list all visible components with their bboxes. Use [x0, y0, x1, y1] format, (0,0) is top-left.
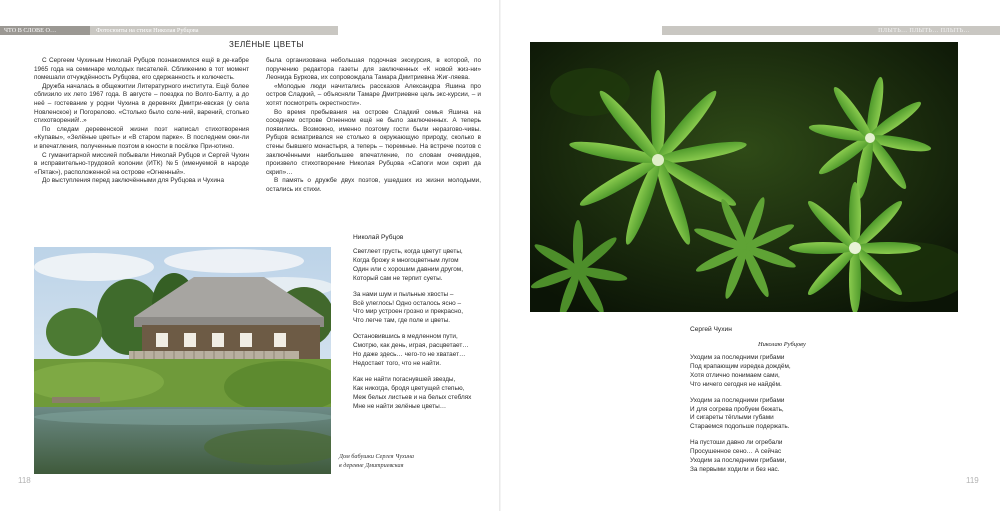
poem-line: Стараемся подольше подержать. — [690, 423, 790, 431]
poem-line: Уходим за последними грибами — [690, 354, 785, 361]
text-column-2 — [266, 57, 481, 195]
poem-line: Что мир устроен грозно и прекрасно, — [353, 308, 463, 316]
header-section-label: ЧТО В СЛОВЕ О… — [4, 27, 57, 34]
poem2-dedication: Николаю Рубцову — [758, 341, 806, 348]
poem-line: Который сам не терпит суеты. — [353, 274, 443, 282]
paragraph: По следам деревенской жизни поэт написал стихотворения «Купавы», «Зелёные цветы» и «В старом парке». В последнем ожи-ли и впечатления, полученные поэтом в юности в посёлке При-ютино. — [34, 125, 249, 150]
poem1-author: Николай Рубцов — [353, 234, 404, 241]
poem-line: Уходим за последними грибами, — [690, 457, 787, 465]
poem-line: Хотя отлично понимаем сами, — [690, 371, 780, 379]
poem-line: Просушенное сено… А сейчас — [690, 448, 782, 456]
paragraph: Во время пребывания на острове Сладкий семья Яшина на соседнем острове Огненном ещё не было заключенных. А теперь появились. Возможно, именно поэтому гости были неразгово-чивы. Рубцов всматривался не столько в окружающую природу, сколько в стены бывшего монастыря, а теперь – тюремные. На встрече поэтов с заключёнными наибольшее впечатление, по словам очевидцев, произвело стихотворение Николая Рубцова «Сапоги мои скрип да скрип»… — [266, 108, 481, 176]
header-subtitle: Фотосюиты на стихи Николая Рубцова — [96, 27, 199, 34]
poem1 — [353, 248, 493, 419]
poem-stanza — [353, 248, 493, 284]
header-right-label: ПЛЫТЬ… ПЛЫТЬ… ПЛЫТЬ… — [878, 27, 970, 34]
text-column-1 — [34, 57, 249, 186]
poem-line: Но даже здесь… чего-то не хватает… — [353, 351, 466, 359]
poem-line: Смотрю, как день, играя, расцветает… — [353, 342, 469, 350]
poem-stanza — [690, 439, 840, 475]
caption-line: в деревне Дмитриевская — [339, 461, 404, 469]
poem-stanza — [690, 354, 840, 390]
poem-line: Остановившись в медленном пути, — [353, 333, 458, 341]
poem-line: И сигареты тёплыми губами — [690, 414, 774, 422]
poem-line: Светлеет грусть, когда цветут цветы, — [353, 248, 463, 255]
poem-stanza — [690, 397, 840, 433]
poem2 — [690, 354, 840, 482]
photo-caption — [339, 453, 489, 470]
lupine-leaves-photo — [530, 42, 958, 312]
left-running-header — [0, 26, 338, 35]
poem-stanza — [353, 333, 493, 369]
poem-line: Что ничего сегодня не найдём. — [690, 380, 782, 388]
poem2-author: Сергей Чухин — [690, 326, 732, 333]
poem-line: За первыми ходили и без нас. — [690, 465, 780, 473]
page-number-right: 119 — [966, 476, 979, 485]
header-section-tab — [0, 26, 90, 35]
paragraph: Дружба началась в общежитии Литературного института. Ещё более сблизило их лето 1967 года. В августе – поездка по Волго-Балту, а до неё – гостевание у родни Чухина в деревнях Дмитри-евская (у села Новленское) и Погорелово. «Столько было соле-ний, варений, столько стихотворений!..» — [34, 82, 249, 125]
article-title: ЗЕЛЁНЫЕ ЦВЕТЫ — [229, 40, 304, 49]
poem-line: Мне не найти зелёные цветы… — [353, 402, 447, 410]
poem-line: И для согрева пробуем бежать, — [690, 405, 784, 413]
poem-line: Всё улеглось! Одно осталось ясно – — [353, 299, 462, 307]
poem-line: Уходим за последними грибами — [690, 396, 785, 404]
caption-line: Дом бабушки Сергея Чухина — [339, 453, 415, 460]
poem-stanza — [353, 376, 493, 412]
poem-line: Когда брожу я многоцветным лугом — [353, 256, 459, 264]
right-running-header — [662, 26, 1000, 35]
poem-line: Как не найти погаснувшей звезды, — [353, 375, 456, 383]
poem-line: Меж белых листьев и на белых стеблях — [353, 393, 472, 401]
poem-line: Под крапающим изредка дождём, — [690, 362, 791, 370]
poem-line: Что легче там, где поле и цветы. — [353, 317, 451, 325]
poem-line: Один или с хорошим давним другом, — [353, 265, 463, 273]
village-house-photo — [34, 247, 331, 474]
poem-line: На пустоши давно ли огребали — [690, 439, 783, 447]
poem-stanza — [353, 291, 493, 327]
paragraph: С гуманитарной миссией побывали Николай Рубцов и Сергей Чухин в исправительно-трудовой колонии (ИТК) №5 (именуемой в народе «Пятак»), расположенной на острове «Огненный». — [34, 151, 249, 176]
paragraph: В память о дружбе двух поэтов, ушедших из жизни молодыми, остались их стихи. — [266, 177, 481, 193]
paragraph: До выступления перед заключёнными для Рубцова и Чухина — [42, 177, 225, 185]
poem-line: Как никогда, бродя цветущей степью, — [353, 384, 465, 392]
paragraph: «Молодые люди начитались рассказов Александра Яшина про остров Сладкий, – объясняли Тамаре Дмитриевне цель экс-курсии, – и хотят посмотреть окрестности». — [266, 82, 481, 107]
page-number-left: 118 — [18, 476, 31, 485]
paragraph: С Сергеем Чухиным Николай Рубцов познакомился ещё в де-кабре 1965 года на семинаре молодых писателей. Сближению в тот момент помешали отчуждённость Рубцова, его сдержанность и колючесть. — [34, 57, 249, 82]
paragraph: была организована небольшая подочная экскурсия, в которой, по поручению редактора газеты для заключенных «К новой жиз-ни» Леонида Буркова, их сопровождала Тамара Дмитриевна Жиг-ляева. — [266, 57, 481, 82]
poem-line: Недостает того, что не найти. — [353, 359, 441, 367]
book-gutter — [499, 0, 501, 511]
poem-line: За нами шум и пыльные хвосты – — [353, 290, 454, 298]
